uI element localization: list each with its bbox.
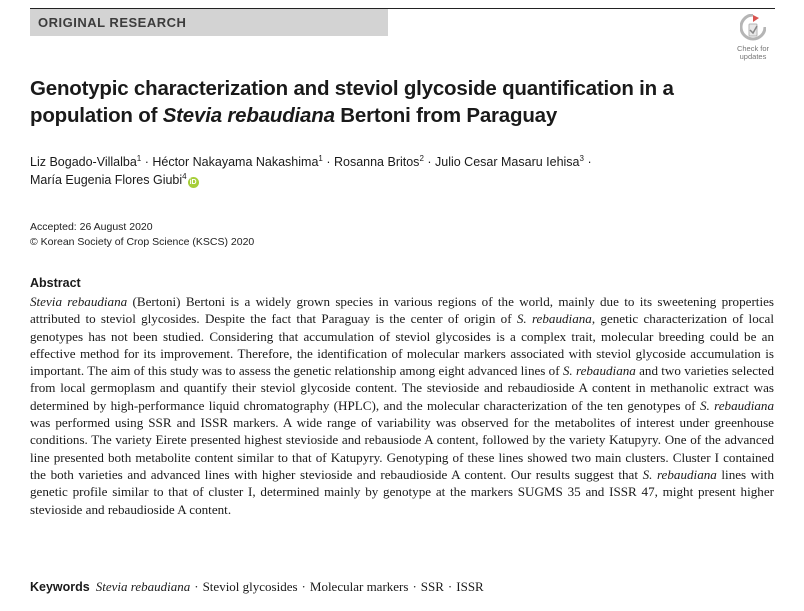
keywords-label: Keywords [30,580,90,594]
author-separator: · [141,155,153,169]
author-name[interactable]: Héctor Nakayama Nakashima [152,155,319,169]
check-updates-line2: updates [739,52,767,61]
author-affiliation[interactable]: 1 [318,153,323,163]
abstract-text [30,293,774,518]
abstract-species: S. rebaudiana [642,466,717,482]
check-updates-line1: Check for [736,44,770,53]
orcid-icon[interactable]: iD [189,179,197,186]
keyword-item[interactable]: Molecular markers [309,579,409,594]
author-name[interactable]: María Eugenia Flores Giubi [30,173,183,187]
copyright-notice: © Korean Society of Crop Science (KSCS) 2020 [30,236,255,248]
author-affiliation[interactable]: 4 [182,171,187,181]
publication-info [30,220,254,250]
article-category: ORIGINAL RESEARCH [38,15,187,30]
author-list [30,153,770,189]
keyword-item[interactable]: ISSR [456,579,484,594]
author-affiliation[interactable]: 3 [579,153,584,163]
keyword-item[interactable]: SSR [420,579,444,594]
abstract-species: Stevia rebaudiana [30,294,128,309]
author-name[interactable]: Julio Cesar Masaru Iehisa [435,155,580,169]
abstract-segment: , genetic characterization of local genotypes has not been studied. Considering that accumulation of steviol glycosides is a complex trait, molecular breeding could be an effective method for its improvement. Therefore, the identification of molecular markers associated with steviol glycoside accumulation is important. The aim of this study was to assess the genetic relationship among eight advanced lines of [30,311,775,379]
keyword-separator: · [447,579,453,594]
abstract-species: S. rebaudiana [516,311,592,327]
abstract-species: S. rebaudiana [699,397,775,413]
author-affiliation[interactable]: 1 [136,153,142,163]
check-for-updates-icon [740,14,766,44]
accepted-date: Accepted: 26 August 2020 [30,221,153,233]
abstract-segment: was performed using SSR and ISSR markers. A wide range of variability was observed for the metabolites of interest under greenhouse conditions. The variety Eirete presented highest stevioside and rebausiode A content, followed by the variety Katupyry. One of the advanced line presented both metabolite content similar to that of Katupyry. Genotyping of these lines showed two main clusters. Cluster I contained the both varieties and advanced lines with higher stevioside and rebaudioside A content. Our results suggest that [30,415,774,482]
article-title [30,75,730,129]
abstract-segment: and two varieties selected from local germoplasm and quantify their steviol glycoside content. The stevioside and rebaudioside A content in methanolic extract was determined by high-performance liquid chromatography (HPLC), and the molecular characterization of the ten genotypes of [30,363,774,413]
author-separator: · [322,155,334,169]
keyword-separator: · [412,579,417,594]
author-separator: · [423,155,435,169]
author-separator: · [583,155,592,169]
keyword-separator: · [301,579,306,594]
article-category-band [30,9,388,36]
check-for-updates-button[interactable] [731,14,775,60]
abstract-heading: Abstract [30,276,81,290]
author-name[interactable]: Rosanna Britos [333,155,420,169]
keyword-separator: · [194,579,199,594]
title-species: Stevia rebaudiana [162,104,335,127]
author-affiliation[interactable]: 2 [419,153,424,163]
keywords-line [30,578,774,596]
title-part-1: Genotypic characterization and steviol glycoside quantification in a population of [30,77,674,127]
author-name[interactable]: Liz Bogado-Villalba [30,155,137,169]
abstract-segment: (Bertoni) Bertoni is a widely grown species in various regions of the world, mainly due to its sweetening properties attributed to steviol glycosides. Despite the fact that Paraguay is the center of origin of [30,294,774,327]
title-part-2: Bertoni from Paraguay [334,104,558,127]
keyword-item[interactable]: Stevia rebaudiana [95,579,191,594]
abstract-segment: lines with genetic profile similar to that of cluster I, determined mainly by genotype at the markers SUGMS 35 and ISSR 47, might present higher stevioside and rebaudioside A content. [30,466,774,517]
keyword-item[interactable]: Steviol glycosides [202,579,298,594]
abstract-species: S. rebaudiana [562,363,636,379]
